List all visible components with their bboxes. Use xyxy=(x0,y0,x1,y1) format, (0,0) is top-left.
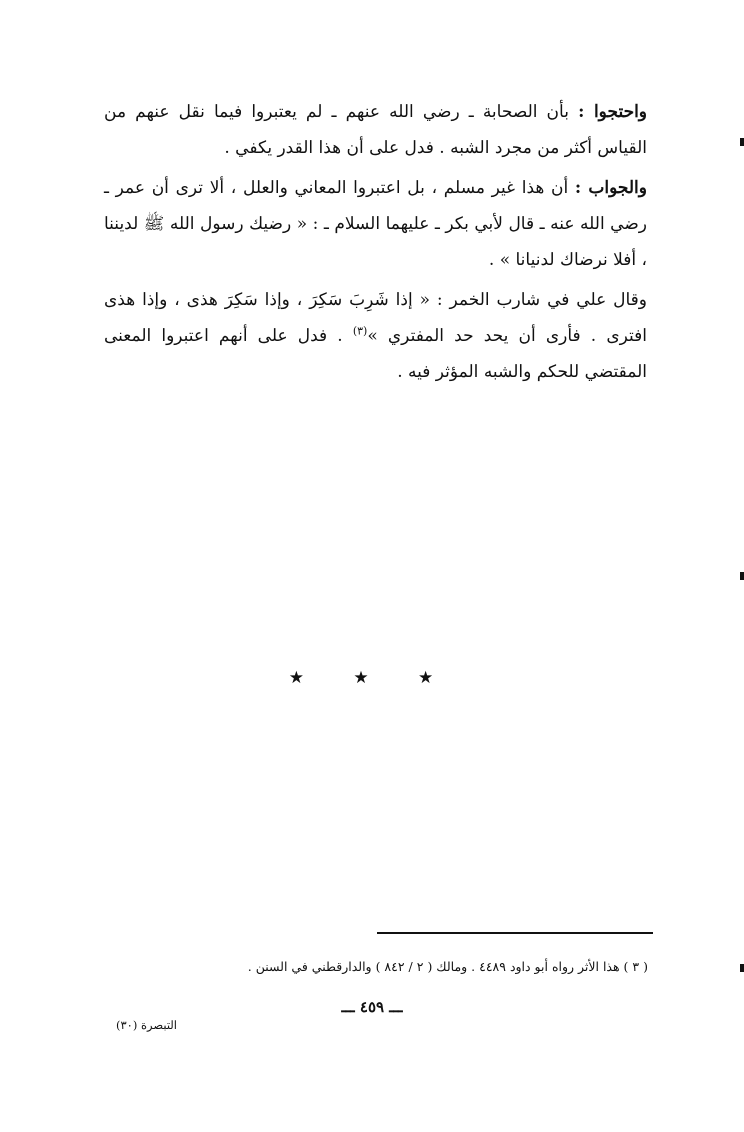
paragraph-ali-quote xyxy=(104,282,647,390)
printer-signature: التبصرة (٣٠) xyxy=(116,1018,177,1032)
paragraph-lead: والجواب : xyxy=(574,178,647,198)
footnote: ( ٣ ) هذا الأثر رواه أبو داود ٤٤٨٩ . ومالك ( ٢ / ٨٤٢ ) والدارقطني في السنن . xyxy=(247,959,648,974)
paragraph-text: وقال علي في شارب الخمر : « إذا شَرِبَ سَكِرَ ، وإذا سَكِرَ هذى ، وإذا هذى افترى . فأرى أن يحد حد المفتري » xyxy=(104,290,647,346)
edge-mark xyxy=(740,964,744,972)
edge-mark xyxy=(740,572,744,580)
footnote-reference: (٣) xyxy=(352,324,368,338)
paragraph-text: . فدل على أنهم اعتبروا المعنى المقتضي للحكم والشبه المؤثر فيه . xyxy=(104,326,647,382)
paragraph-arguments xyxy=(104,94,647,166)
page-number: ـــ ٤٥٩ ـــ xyxy=(341,998,403,1016)
paragraph-text: بأن الصحابة ـ رضي الله عنهم ـ لم يعتبروا فيما نقل عنهم من القياس أكثر من مجرد الشبه . فدل على أن هذا القدر يكفي . xyxy=(104,102,647,158)
section-separator: ★ ★ ★ xyxy=(288,668,456,688)
paragraph-lead: واحتجوا : xyxy=(578,102,648,122)
paragraph-text: أن هذا غير مسلم ، بل اعتبروا المعاني والعلل ، ألا ترى أن عمر ـ رضي الله عنه ـ قال لأبي بكر ـ عليهما السلام ـ : « رضيك رسول الله ﷺ لديننا ، أفلا نرضاك لدنيانا » . xyxy=(104,178,647,270)
paragraph-answer xyxy=(104,170,647,278)
footnote-rule xyxy=(377,932,653,934)
edge-mark xyxy=(740,138,744,146)
